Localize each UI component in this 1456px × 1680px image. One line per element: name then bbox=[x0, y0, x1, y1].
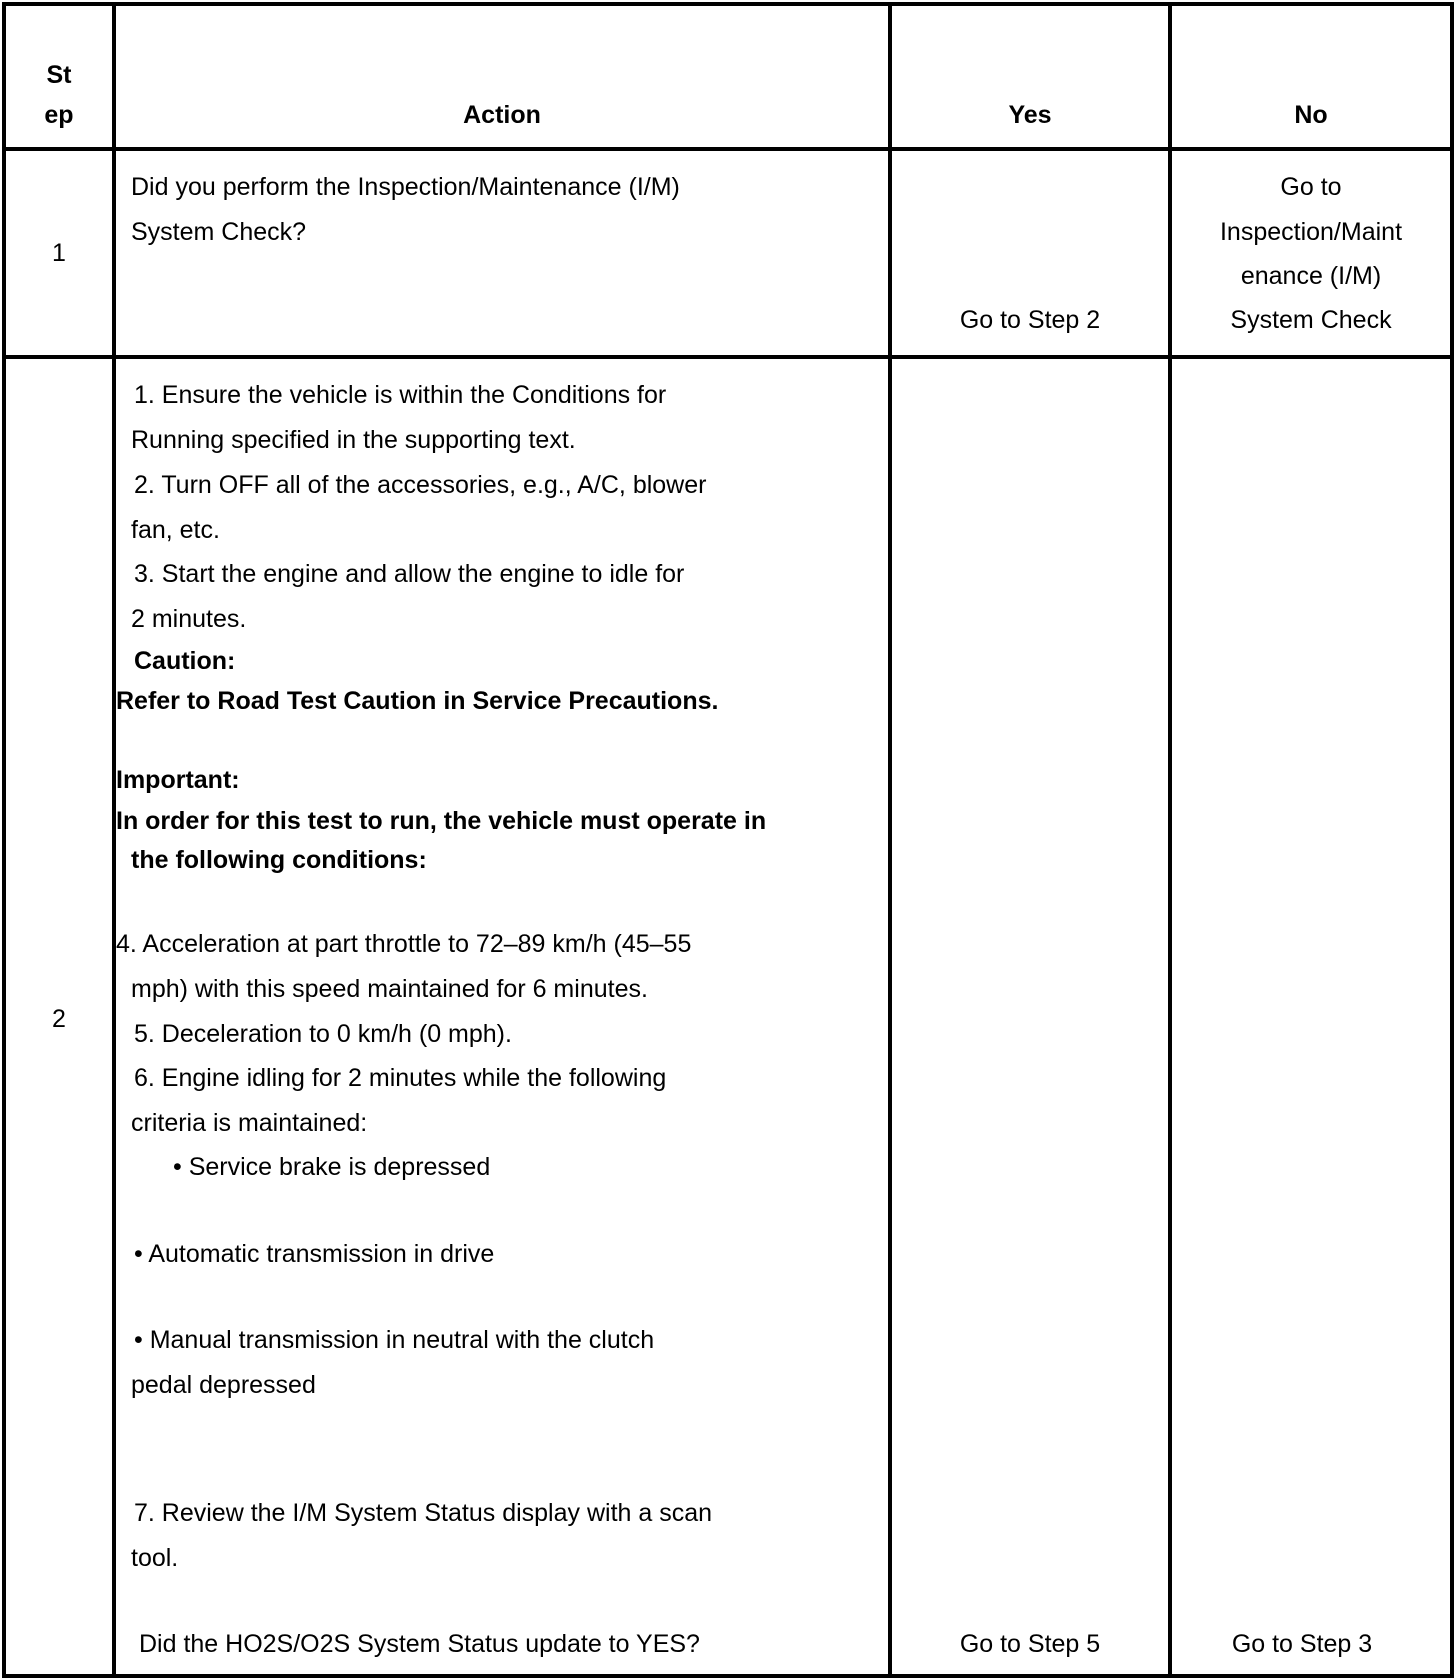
row2-bullet-service-brake: • Service brake is depressed bbox=[173, 1153, 491, 1181]
row2-caution-text: Refer to Road Test Caution in Service Precautions. bbox=[116, 687, 719, 715]
row2-line-5: 3. Start the engine and allow the engine to idle for bbox=[134, 560, 685, 588]
row2-step: 2 bbox=[52, 1005, 66, 1033]
table-border-right bbox=[1450, 2, 1454, 1678]
row-divider-header bbox=[2, 147, 1452, 151]
row2-line-4: fan, etc. bbox=[131, 516, 220, 544]
row2-line-step7b: tool. bbox=[131, 1544, 179, 1572]
row1-no-line1: Go to bbox=[1280, 173, 1342, 201]
row2-line-step7a: 7. Review the I/M System Status display with a scan bbox=[134, 1499, 713, 1527]
row2-yes: Go to Step 5 bbox=[959, 1630, 1101, 1658]
row1-no-line2: Inspection/Maint bbox=[1219, 218, 1403, 246]
row2-line-step4b: mph) with this speed maintained for 6 minutes. bbox=[131, 975, 648, 1003]
row-divider-1 bbox=[2, 355, 1452, 359]
row1-no-line3: enance (I/M) bbox=[1240, 262, 1382, 290]
header-step-line1: St bbox=[46, 61, 72, 89]
row2-caution-label: Caution: bbox=[134, 647, 236, 675]
row2-line-step4a: 4. Acceleration at part throttle to 72–89 km/h (45–55 bbox=[116, 930, 692, 958]
row2-question: Did the HO2S/O2S System Status update to YES? bbox=[139, 1630, 700, 1658]
row2-bullet-manual-b: pedal depressed bbox=[131, 1371, 316, 1399]
table-border-top bbox=[2, 2, 1452, 6]
row1-step: 1 bbox=[52, 239, 66, 267]
row2-line-6: 2 minutes. bbox=[131, 605, 247, 633]
row2-line-2: Running specified in the supporting text. bbox=[131, 426, 576, 454]
row2-important-label: Important: bbox=[116, 766, 240, 794]
row1-action-line1: Did you perform the Inspection/Maintenance (I/M) bbox=[131, 173, 680, 201]
row2-line-step6a: 6. Engine idling for 2 minutes while the following bbox=[134, 1064, 667, 1092]
row1-action-line2: System Check? bbox=[131, 218, 307, 246]
row1-no-line4: System Check bbox=[1230, 306, 1392, 334]
header-action: Action bbox=[463, 101, 541, 129]
row2-line-1: 1. Ensure the vehicle is within the Conditions for bbox=[134, 381, 667, 409]
row2-important-text-2: the following conditions: bbox=[131, 846, 427, 874]
row1-yes: Go to Step 2 bbox=[959, 306, 1101, 334]
column-divider-action bbox=[888, 2, 892, 1678]
row2-bullet-automatic: • Automatic transmission in drive bbox=[134, 1240, 495, 1268]
row2-line-step6b: criteria is maintained: bbox=[131, 1109, 368, 1137]
header-no: No bbox=[1294, 101, 1328, 129]
table-border-bottom bbox=[2, 1674, 1452, 1678]
header-yes: Yes bbox=[1008, 101, 1052, 129]
row2-important-text-1: In order for this test to run, the vehicle must operate in bbox=[116, 807, 767, 835]
row2-no: Go to Step 3 bbox=[1231, 1630, 1373, 1658]
header-step-line2: ep bbox=[44, 101, 74, 129]
row2-bullet-manual-a: • Manual transmission in neutral with the clutch bbox=[134, 1326, 655, 1354]
row2-line-step5: 5. Deceleration to 0 km/h (0 mph). bbox=[134, 1020, 512, 1048]
row2-line-3: 2. Turn OFF all of the accessories, e.g., A/C, blower bbox=[134, 471, 707, 499]
